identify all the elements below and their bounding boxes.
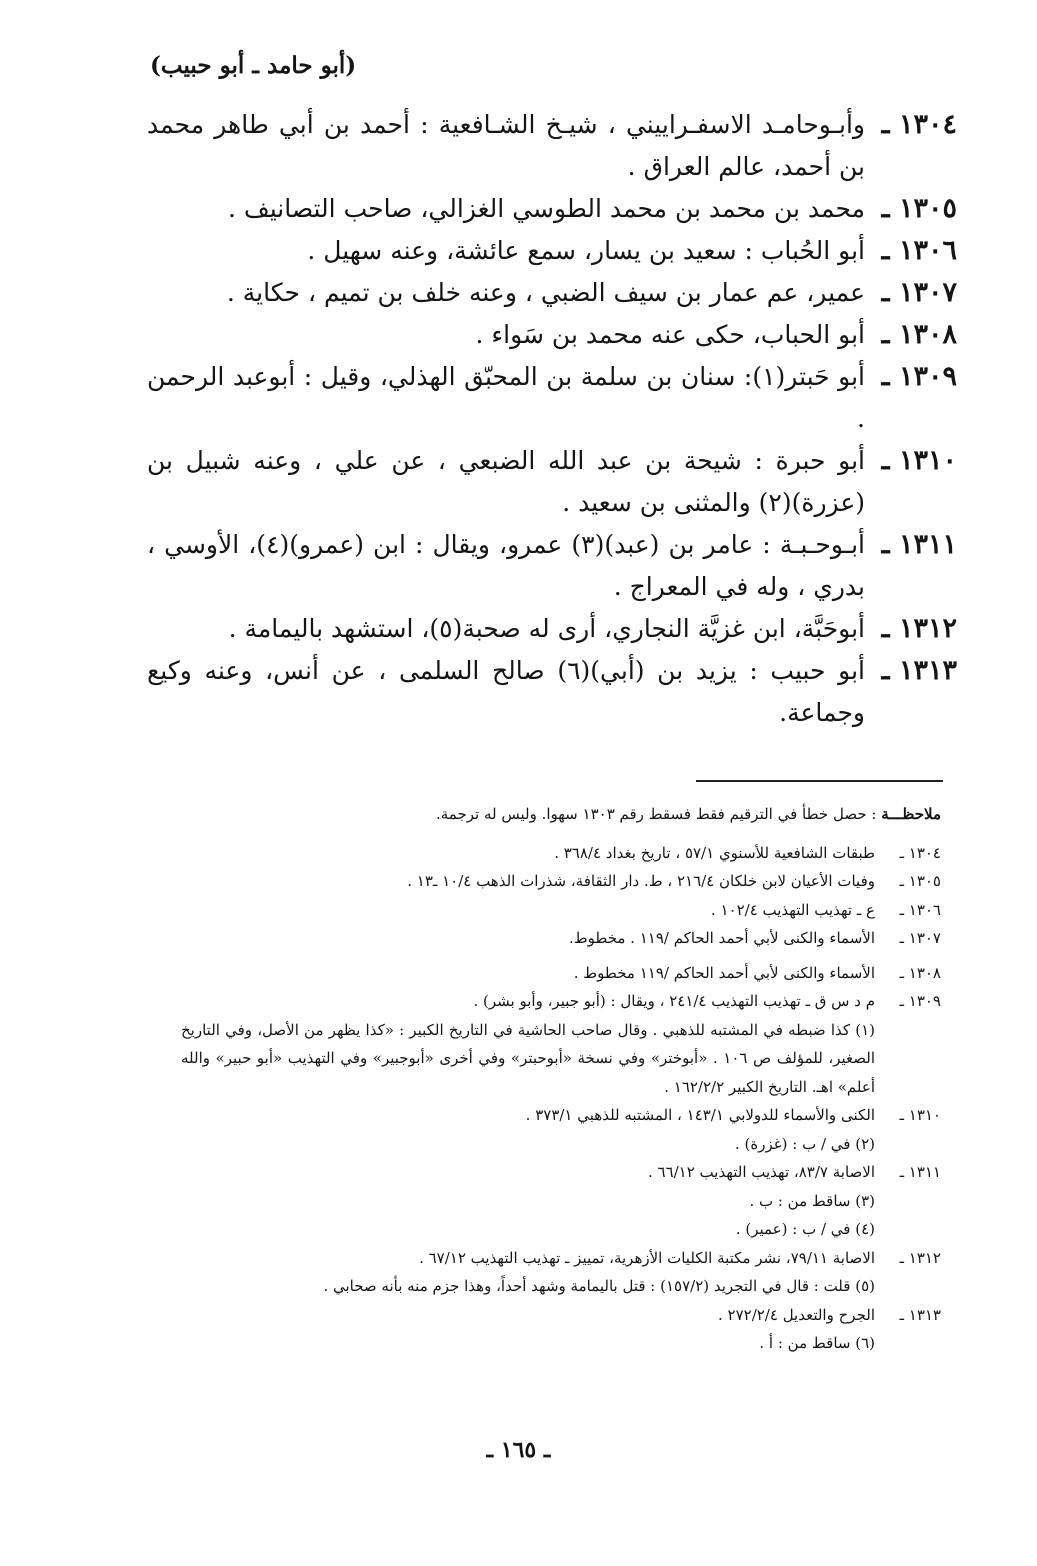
entry-1312 [147,608,957,650]
footnote-text: الاصابة ٧٩/١١، نشر مكتبة الكليات الأزهرية، تمييز ـ تهذيب التهذيب ٦٧/١٢ . [419,1248,875,1267]
footnote-number: ١٣١٣ ـ [899,1305,941,1324]
running-header: (أبو حامد ـ أبو حبيب) [150,52,357,79]
footnote-number: ١٣٠٦ ـ [899,900,941,919]
entry-text: أبو حبرة : شيحة بن عبد الله الضبعي ، عن علي ، وعنه شبيل بن (عزرة)(٢) والمثنى بن سعيد . [147,446,865,517]
footnote-group [181,839,941,953]
footnote-sub-6: (٦) ساقط من : أ . [759,1334,875,1352]
footnote-1313 [181,1301,941,1330]
footnote-text: الأسماء والكنى لأبي أحمد الحاكم /١١٩ . مخطوط. [569,929,875,947]
entry-number: ١٣٠٤ ـ [881,109,957,140]
footnote-sub-4: (٤) في / ب : (عمير) . [735,1220,875,1238]
editorial-note [181,800,941,829]
entry-text: وأبـوحامـد الاسفـراييني ، شيـخ الشـافعية : أحمد بن أبي طاهر محمد بن أحمد، عالم العراق . [147,110,865,181]
footnote-text: الاصابة ٨٣/٧، تهذيب التهذيب ٦٦/١٢ . [647,1163,875,1181]
footnote-number: ١٣٠٩ ـ [899,992,941,1010]
entry-1308 [147,314,957,356]
entry-text: أبو حَبتر(١): سنان بن سلمة بن المحبّق الهذلي، وقيل : أبوعبد الرحمن . [147,362,865,433]
entry-text: عمير، عم عمار بن سيف الضبي ، وعنه خلف بن تميم ، حكاية . [226,278,865,307]
footnote-text: وفيات الأعيان لابن خلكان ٢١٦/٤ ، ط. دار الثقافة، شذرات الذهب ١٠/٤ ـ١٣ . [407,872,875,890]
footnote-text: ع ـ تهذيب التهذيب ١٠٢/٤ . [710,900,875,919]
footnote-1311 [181,1158,941,1187]
entry-number: ١٣٠٥ ـ [881,193,957,224]
footnote-1312 [181,1244,941,1273]
entry-text: أبو الحباب، حكى عنه محمد بن سَواء . [475,320,865,349]
footnote-sub-3: (٣) ساقط من : ب . [749,1191,875,1210]
entry-1305 [147,188,957,230]
footnote-1310 [181,1101,941,1130]
note-text: : حصل خطأ في الترقيم فقط فسقط رقم ١٣٠٣ سهوا. وليس له ترجمة. [436,805,877,823]
entry-text: محمد بن محمد بن محمد الطوسي الغزالي، صاحب التصانيف . [227,194,865,223]
footnote-sub-1: (١) كذا ضبطه في المشتبه للذهبي . وقال صاحب الحاشية في التاريخ الكبير : «كذا يظهر من الأصل، وفي التاريخ الصغير، للمؤلف ص ١٠٦ . «أبوختر» وفي نسخة «أبوحبتر» وفي أخرى «أبوجبير» وفي التهذيب «أبو حبير» والله أعلم» اهـ. التاريخ الكبير ١٦٢/٢/٢ . [181,1020,875,1096]
footnote-number: ١٣١٢ ـ [899,1248,941,1267]
page-number: ـ ١٦٥ ـ [486,1437,551,1463]
footnote-number: ١٣٠٤ ـ [899,843,941,862]
footnote-1308 [181,959,941,988]
entry-1311 [147,524,957,608]
entry-text: أبـوحـبـة : عامر بن (عبد)(٣) عمرو، ويقال : ابن (عمرو)(٤)، الأوسي ، بدري ، وله في المعراج . [147,530,865,601]
footnote-sub-5: (٥) قلت : قال في التجريد (١٥٧/٢) : قتل باليمامة وشهد أحداً، وهذا جزم منه بأنه صحابي . [323,1277,875,1295]
footnote-1307 [181,924,941,953]
entry-1313 [147,650,957,734]
entry-text: أبوحَبَّة، ابن غزيَّة النجاري، أرى له صحبة(٥)، استشهد باليمامة . [228,614,865,643]
entry-number: ١٣١١ ـ [881,529,957,560]
note-label: ملاحظـــة [881,805,941,823]
entry-number: ١٣٠٦ ـ [881,235,957,266]
entry-number: ١٣٠٧ ـ [881,277,957,308]
entry-1307 [147,272,957,314]
entry-text: أبو الحُباب : سعيد بن يسار، سمع عائشة، وعنه سهيل . [307,236,865,265]
footnote-text: الكنى والأسماء للدولابي ١٤٣/١ ، المشتبه للذهبي ٣٧٣/١ . [525,1106,875,1124]
entry-1304 [147,104,957,188]
footnote-1306 [181,896,941,925]
footnote-text: الأسماء والكنى لأبي أحمد الحاكم /١١٩ مخطوط . [573,963,875,982]
footnote-text: م د س ق ـ تهذيب التهذيب ٢٤١/٤ ، ويقال : (أبو جبير، وأبو بشر) . [473,992,875,1010]
entry-number: ١٣١٠ ـ [881,445,957,476]
footnote-separator [696,780,943,782]
entry-text: أبو حبيب : يزيد بن (أبي)(٦) صالح السلمى ، عن أنس، وعنه وكيع وجماعة. [147,656,865,727]
footnote-number: ١٣٠٧ ـ [899,929,941,947]
footnote-sub-2: (٢) في / ب : (غزرة) . [735,1134,875,1153]
entry-number: ١٣١٣ ـ [881,655,957,686]
footnotes [181,800,941,1358]
footnote-number: ١٣١١ ـ [899,1163,941,1181]
footnote-1304 [181,839,941,868]
entry-1309 [147,356,957,440]
entry-number: ١٣١٢ ـ [881,613,957,644]
entry-number: ١٣٠٩ ـ [881,361,957,392]
footnote-1309 [181,987,941,1016]
footnote-number: ١٣٠٨ ـ [899,963,941,982]
footnote-number: ١٣١٠ ـ [899,1106,941,1124]
footnote-text: طبقات الشافعية للأسنوي ٥٧/١ ، تاريخ بغداد ٣٦٨/٤ . [554,843,875,862]
entry-1306 [147,230,957,272]
footnote-number: ١٣٠٥ ـ [899,872,941,890]
entry-number: ١٣٠٨ ـ [881,319,957,350]
footnote-text: الجرح والتعديل ٢٧٢/٢/٤ . [717,1305,875,1324]
footnote-1305 [181,867,941,896]
entries-list [147,104,957,734]
entry-1310 [147,440,957,524]
